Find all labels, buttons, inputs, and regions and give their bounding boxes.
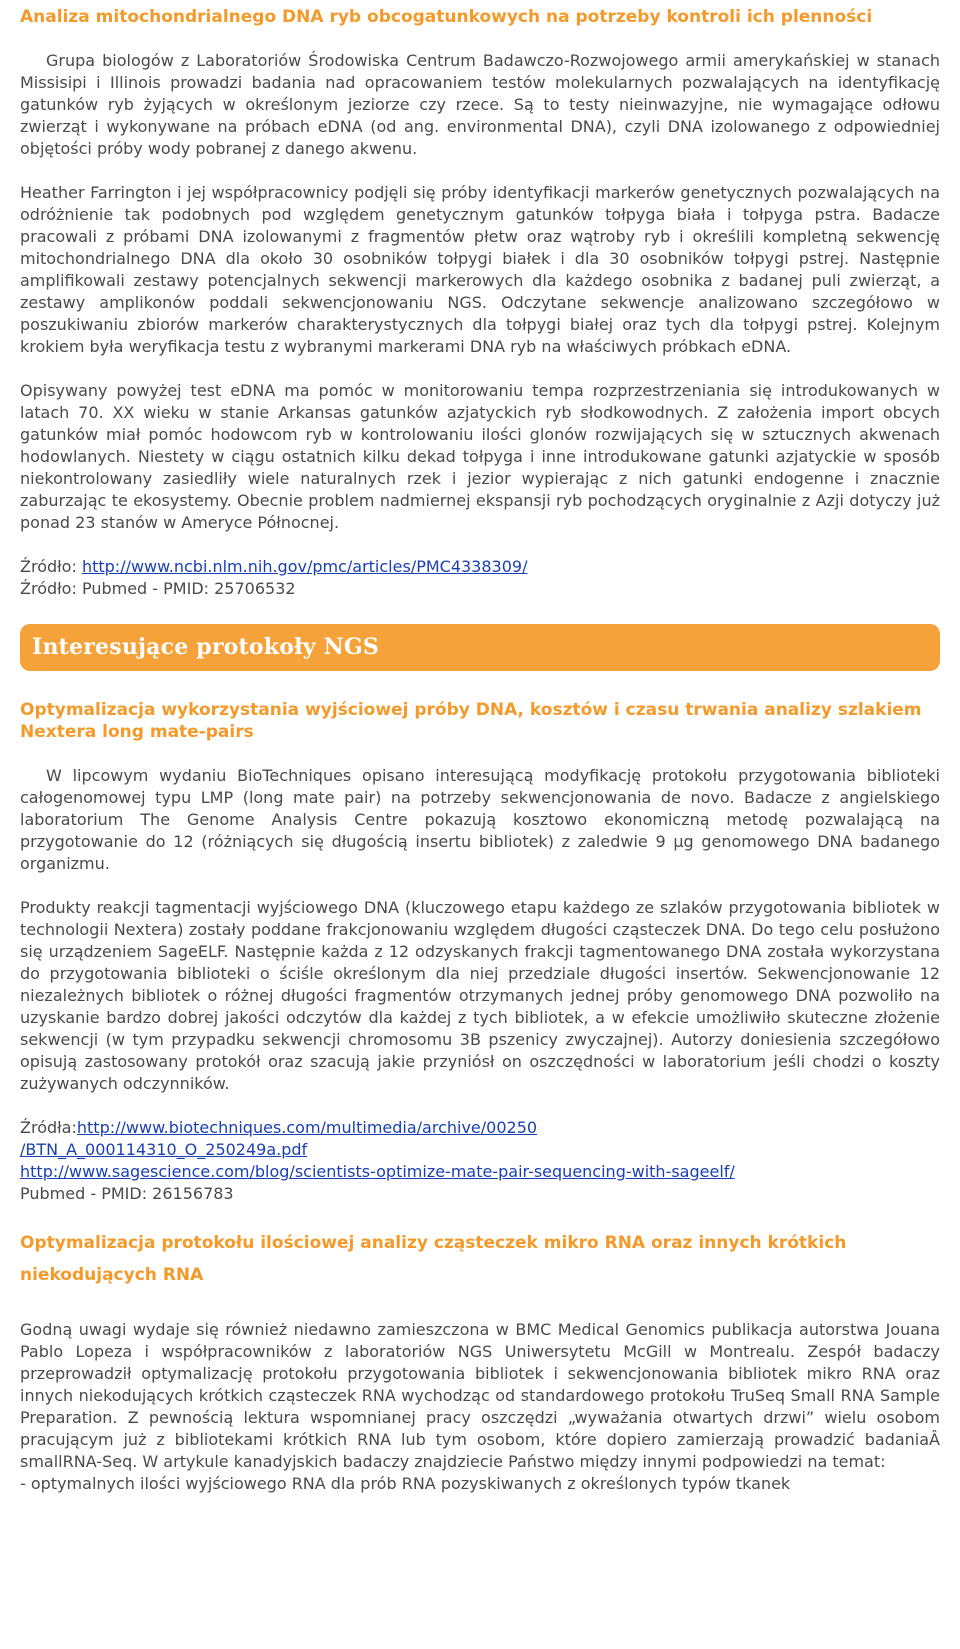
paragraph: Produkty reakcji tagmentacji wyjściowego DNA (kluczowego etapu każdego ze szlaków przygotowania bibliotek w technologii Nextera) zostały poddane frakcjonowaniu względem długości cząsteczek DNA. Do tego celu posłużono się urządzeniem SageELF. Następnie każda z 12 odzyskanych frakcji tagmentowanego DNA została wykorzystana do przygotowania biblioteki o ściśle określonym dla niej przedziale długości insertów. Sekwencjonowanie 12 niezależnych bibliotek o różnej długości fragmentów otrzymanych jednej próby genomowego DNA pozwoliło na uzyskanie bardzo dobrej jakości odczytów dla każdej z tych bibliotek, a w efekcie umożliwiło skuteczne złożenie sekwencji (w tym przypadku sekwencji chromosomu 3B pszenicy zwyczajnej). Autorzy doniesienia szczegółowo opisują zastosowany protokół oraz szacują jakie przyniósł on oszczędności w laboratorium jeśli chodzi o koszty zużywanych odczynników. [20,898,940,1093]
paragraph: Heather Farrington i jej współpracownicy podjęli się próby identyfikacji markerów genetycznych pozwalających na odróżnienie tak podobnych pod względem genetycznym gatunków tołpyga biała i tołpyga pstra. Badacze pracowali z próbami DNA izolowanymi z fragmentów płetw oraz wątroby ryb i określili kompletną sekwencję mitochondrialnego DNA dla około 30 osobników tołpygi białek i dla 30 osobników tołpygi pstrej. Następnie amplifikowali zestawy potencjalnych sekwencji markerowych dla każdego osobnika z badanej puli zwierząt, a zestawy amplikonów poddali sekwencjonowaniu NGS. Odczytane sekwencje analizowano szczegółowo w poszukiwaniu zbiorów markerów charakterystycznych dla tołpygi białej oraz tych dla tołpygi pstrej. Kolejnym krokiem była weryfikacja testu z wybranymi markerami DNA ryb na właściwych próbkach eDNA. [20,183,940,356]
sources-label: Źródła: [20,1118,77,1137]
section-title-mtdna: Analiza mitochondrialnego DNA ryb obcogatunkowych na potrzeby kontroli ich plenności [20,7,873,27]
source-pubmed: Źródło: Pubmed - PMID: 25706532 [20,579,296,598]
section-banner: Interesujące protokoły NGS [20,624,940,671]
section-title-nextera: Optymalizacja wykorzystania wyjściowej próby DNA, kosztów i czasu trwania analizy szlakiem Nextera long mate-pairs [20,700,922,742]
link-text: http://www.biotechniques.com/multimedia/archive/00250 [76,1118,538,1137]
sources-block [20,1117,940,1205]
source-link-biotechniques[interactable] [20,1118,537,1159]
paragraph: Godną uwagi wydaje się również niedawno zamieszczona w BMC Medical Genomics publikacja autorstwa Jouana Pablo Lopeza i współpracowników z laboratoriów NGS Uniwersytetu McGill w Montrealu. Zespół badaczy przeprowadził optymalizację protokołu przygotowania bibliotek i sekwencjonowania bibliotek mikro RNA oraz innych niekodujących krótkich cząsteczek RNA wychodząc od standardowego protokołu TruSeq Small RNA Sample Preparation. Z pewnością lektura wspomnianej pracy oszczędzi „wyważania otwartych drzwi” wielu osobom pracującym już z bibliotekami krótkich RNA lub tym osobom, które dopiero zamierzają prowadzić badaniaÂ smallRNA-Seq. W artykule kanadyjskich badaczy znajdziecie Państwo między innymi podpowiedzi na temat: [20,1320,940,1471]
list-item: - optymalnych ilości wyjściowego RNA dla prób RNA pozyskiwanych z określonych typów tkanek [20,1474,791,1493]
section-title-mirna: Optymalizacja protokołu ilościowej analizy cząsteczek mikro RNA oraz innych krótkich niekodujących RNA [20,1233,847,1285]
source-link-sagescience[interactable]: http://www.sagescience.com/blog/scientists-optimize-mate-pair-sequencing-with-sageelf/ [20,1162,735,1181]
pubmed-id: Pubmed - PMID: 26156783 [20,1184,234,1203]
paragraph: Grupa biologów z Laboratoriów Środowiska Centrum Badawczo-Rozwojowego armii amerykańskiej w stanach Missisipi i Illinois prowadzi badania nad opracowaniem testów molekularnych pozwalających na identyfikację gatunków ryb żyjących w określonym jeziorze czy rzece. Są to testy nieinwazyjne, nie wymagające odłowu zwierząt i wykonywane na próbach eDNA (od ang. environmental DNA), czyli DNA izolowanego z odpowiedniej objętości próby wody pobranej z danego akwenu. [20,51,940,158]
paragraph: W lipcowym wydaniu BioTechniques opisano interesującą modyfikację protokołu przygotowania biblioteki całogenomowej typu LMP (long mate pair) na potrzeby sekwencjonowania de novo. Badacze z angielskiego laboratorium The Genome Analysis Centre pokazują kosztowo ekonomiczną metodę pozwalającą na przygotowanie do 12 (różniących się długością insertu bibliotek) z zaledwie 9 µg genomowego DNA badanego organizmu. [20,766,940,873]
link-text: /BTN_A_000114310_O_250249a.pdf [20,1140,308,1159]
source-line [20,556,940,578]
source-label: Źródło: [20,557,82,576]
paragraph: Opisywany powyżej test eDNA ma pomóc w monitorowaniu tempa rozprzestrzeniania się introdukowanych w latach 70. XX wieku w stanie Arkansas gatunków azjatyckich ryb słodkowodnych. Z założenia import obcych gatunków miał pomóc hodowcom ryb w kontrolowaniu ilości glonów rozwijających się w sztucznych akwenach hodowlanych. Niestety w ciągu ostatnich kilku dekad tołpyga i inne introdukowane gatunki azjatyckie w sposób niekontrolowany zasiedliły wiele naturalnych rzek i jezior wypierając z nich gatunki endogenne i znacznie zaburzając te ekosystemy. Obecnie problem nadmiernej ekspansji ryb pochodzących oryginalnie z Azji dotyczy już ponad 23 stanów w Ameryce Północnej. [20,381,940,532]
source-link-ncbi[interactable]: http://www.ncbi.nlm.nih.gov/pmc/articles/PMC4338309/ [81,557,528,576]
